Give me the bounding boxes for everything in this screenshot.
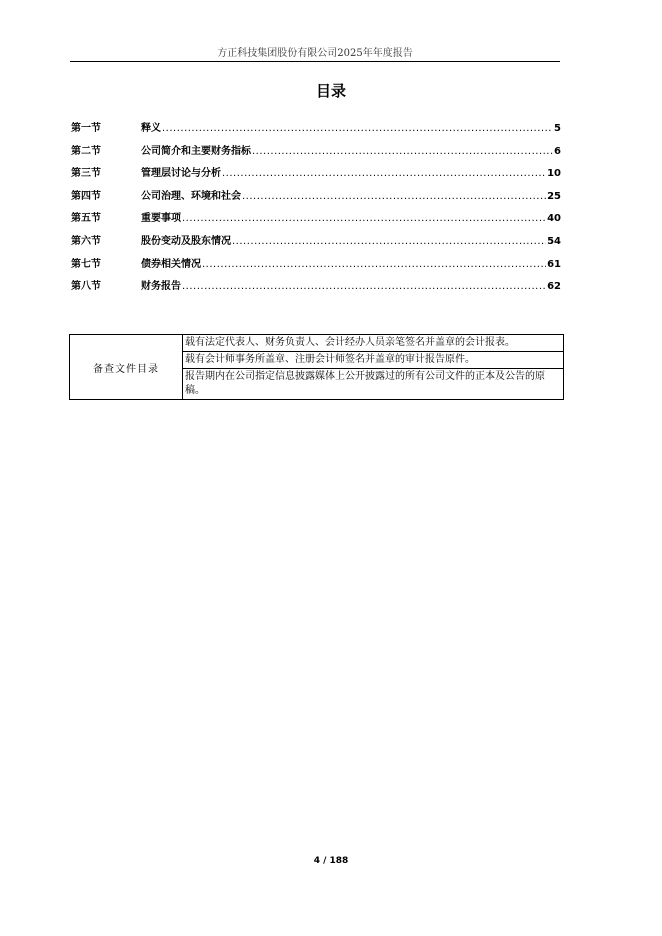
toc-page-number: 54 <box>547 235 561 247</box>
reference-documents-heading: 备查文件目录 <box>70 335 183 400</box>
toc-leader-dots <box>232 233 546 251</box>
toc-section-number: 第二节 <box>71 145 101 157</box>
toc-section-title: 股份变动及股东情况 <box>141 235 231 247</box>
reference-document-item: 载有法定代表人、财务负责人、会计经办人员亲笔签名并盖章的会计报表。 <box>183 335 564 352</box>
toc-leader-dots <box>162 120 553 138</box>
running-header: 方正科技集团股份有限公司2025年年度报告 <box>217 48 413 59</box>
reference-document-item: 载有会计师事务所盖章、注册会计师签名并盖章的审计报告原件。 <box>183 352 564 369</box>
toc-section-number: 第三节 <box>71 168 101 180</box>
toc-section-number: 第四节 <box>71 190 101 202</box>
toc-page-number: 61 <box>547 258 561 270</box>
toc-page-number: 62 <box>547 281 561 293</box>
toc-section-title: 管理层讨论与分析 <box>141 168 221 180</box>
toc-leader-dots <box>182 210 546 228</box>
toc-entry[interactable] <box>71 188 561 211</box>
page-number: 4 / 188 <box>313 856 349 866</box>
toc-page-number: 6 <box>554 145 561 157</box>
toc-section-title: 重要事项 <box>141 213 181 225</box>
toc-entry[interactable] <box>71 143 561 166</box>
toc-leader-dots <box>182 278 546 296</box>
toc-section-number: 第五节 <box>71 213 101 225</box>
toc-section-title: 公司治理、环境和社会 <box>141 190 241 202</box>
reference-document-item: 报告期内在公司指定信息披露媒体上公开披露过的所有公司文件的正本及公告的原稿。 <box>183 369 564 400</box>
toc-title: 目录 <box>315 82 346 100</box>
toc-leader-dots <box>252 143 553 161</box>
toc-page-number: 10 <box>547 168 561 180</box>
toc-page-number: 40 <box>547 213 561 225</box>
toc-section-title: 公司简介和主要财务指标 <box>141 145 251 157</box>
toc-leader-dots <box>242 188 546 206</box>
toc-entry[interactable] <box>71 233 561 256</box>
toc-entry[interactable] <box>71 256 561 279</box>
table-of-contents <box>71 120 561 301</box>
toc-leader-dots <box>222 165 546 183</box>
toc-page-number: 5 <box>554 123 561 134</box>
toc-section-number: 第八节 <box>71 281 101 293</box>
reference-documents-table <box>69 334 564 400</box>
toc-entry[interactable] <box>71 165 561 188</box>
toc-section-title: 债券相关情况 <box>141 258 201 270</box>
toc-entry[interactable] <box>71 210 561 233</box>
toc-section-title: 财务报告 <box>141 281 181 293</box>
toc-entry[interactable] <box>71 278 561 301</box>
toc-section-number: 第一节 <box>71 123 101 134</box>
toc-entry[interactable] <box>71 120 561 143</box>
toc-section-number: 第七节 <box>71 258 101 270</box>
table-row <box>70 335 564 352</box>
header-rule <box>70 61 560 62</box>
toc-section-number: 第六节 <box>71 235 101 247</box>
toc-section-title: 释义 <box>141 123 161 134</box>
toc-leader-dots <box>202 256 546 274</box>
toc-page-number: 25 <box>547 190 561 202</box>
